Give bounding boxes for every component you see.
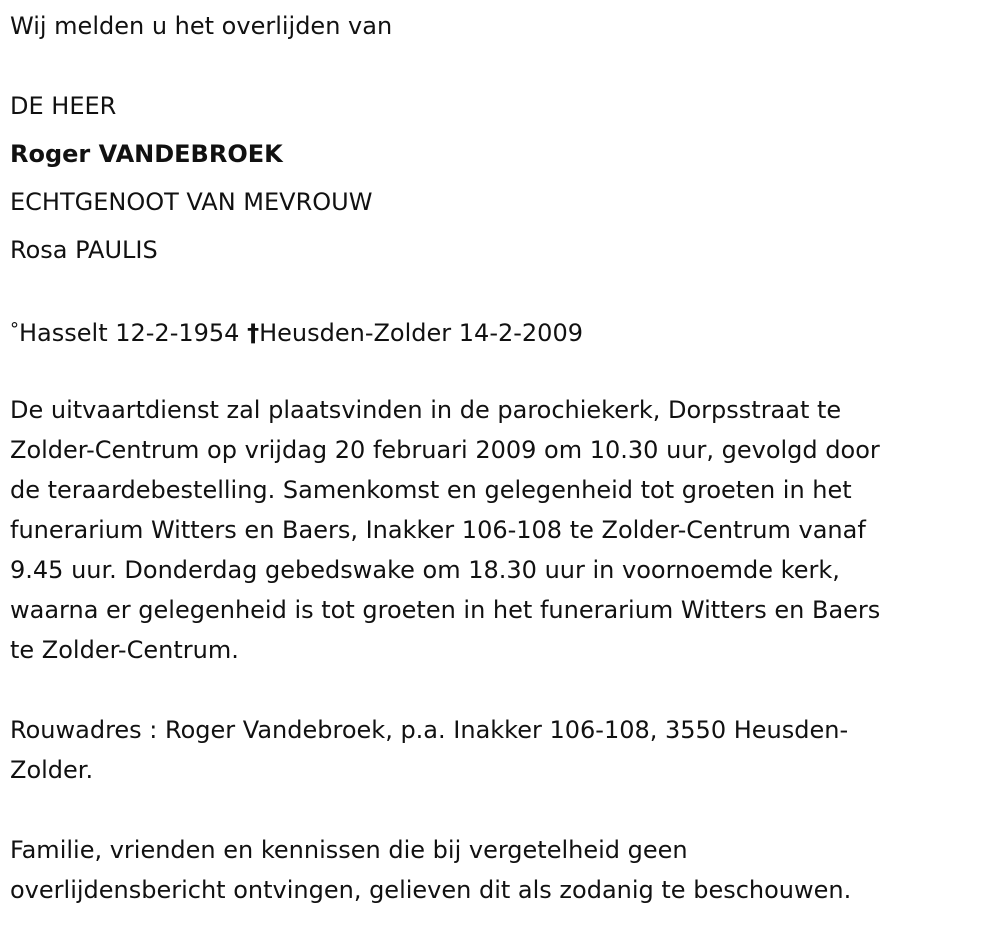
address-line: Rouwadres : Roger Vandebroek, p.a. Inakker 106-108, 3550 Heusden-: [10, 716, 849, 744]
birth-symbol: °: [10, 319, 19, 340]
service-line: Zolder-Centrum op vrijdag 20 februari 2009 om 10.30 uur, gevolgd door: [10, 436, 880, 464]
deceased-name: Roger VANDEBROEK: [10, 140, 283, 168]
service-line: 9.45 uur. Donderdag gebedswake om 18.30 uur in voornoemde kerk,: [10, 556, 840, 584]
service-line: te Zolder-Centrum.: [10, 636, 239, 664]
birth-info: Hasselt 12-2-1954: [19, 319, 240, 347]
service-line: De uitvaartdienst zal plaatsvinden in de parochiekerk, Dorpsstraat te: [10, 396, 842, 424]
service-line: de teraardebestelling. Samenkomst en gelegenheid tot groeten in het: [10, 476, 852, 504]
spouse-prefix: ECHTGENOOT VAN MEVROUW: [10, 188, 373, 216]
intro-text: Wij melden u het overlijden van: [10, 12, 393, 40]
spouse-name: Rosa PAULIS: [10, 236, 158, 264]
closing-line: overlijdensbericht ontvingen, gelieven dit als zodanig te beschouwen.: [10, 876, 852, 904]
service-line: waarna er gelegenheid is tot groeten in het funerarium Witters en Baers: [10, 596, 881, 624]
address-line: Zolder.: [10, 756, 94, 784]
closing-line: Familie, vrienden en kennissen die bij vergetelheid geen: [10, 836, 688, 864]
death-cross-icon: †: [247, 319, 260, 347]
life-dates: [10, 310, 583, 353]
death-info: Heusden-Zolder 14-2-2009: [259, 319, 583, 347]
title-prefix: DE HEER: [10, 92, 117, 120]
service-line: funerarium Witters en Baers, Inakker 106-108 te Zolder-Centrum vanaf: [10, 516, 866, 544]
